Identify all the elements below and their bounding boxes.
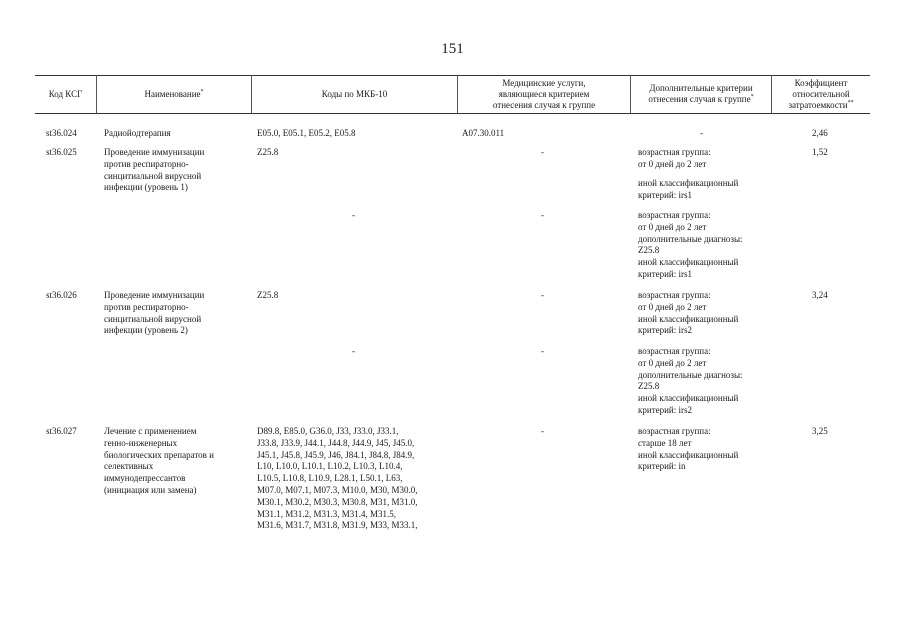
header-mkb: Коды по МКБ-10 [321, 88, 388, 99]
header-bottom-rule [35, 113, 870, 114]
row-code: st36.027 [46, 426, 77, 436]
row-coefficient: 3,25 [812, 426, 828, 436]
row-mkb: E05.0, E05.1, E05.2, E05.8 [257, 128, 356, 138]
header-services: Медицинские услуги, являющиеся критерием отнесения случая к группе [492, 77, 596, 110]
row-criteria: возрастная группа: старше 18 лет иной классификационный критерий: in [638, 426, 739, 472]
row-services: - [541, 346, 544, 356]
row-mkb: D89.8, E85.0, G36.0, J33, J33.0, J33.1, J33.8, J33.9, J44.1, J44.8, J44.9, J45, J45.0, J45.1, J45.8, J45.9, J46, J84.1, J84.8, J84.9, L10, L10.0, L10.1, L10.2, L10.3, L10.4, L10.5, L10.8, L10.9, L28.1, L50.1, L63, M07.0, M07.1, M07.3, M10.0, M30, M30.0, M30.1, M30.2, M30.3, M30.8, M31, M31.0, M31.1, M31.2, M31.3, M31.4, M31.5, M31.6, M31.7, M31.8, M31.9, M33, M33.1, [257, 426, 418, 531]
row-code: st36.025 [46, 147, 77, 157]
row-criteria: возрастная группа: от 0 дней до 2 лет дополнительные диагнозы: Z25.8 иной классификационный критерий: irs1 [638, 210, 743, 279]
row-mkb: Z25.8 [257, 290, 279, 300]
row-criteria: возрастная группа: от 0 дней до 2 лет дополнительные диагнозы: Z25.8 иной классификационный критерий: irs2 [638, 346, 743, 415]
row-name: Радиойодтерапия [104, 128, 171, 138]
row-name: Проведение иммунизации против респираторно- синцитиальной вирусной инфекции (уровень 2) [104, 290, 205, 336]
row-criteria: возрастная группа: от 0 дней до 2 лет иной классификационный критерий: irs2 [638, 290, 739, 336]
row-coefficient: 1,52 [812, 147, 828, 157]
row-mkb: - [352, 210, 355, 220]
row-criteria: возрастная группа: от 0 дней до 2 лет [638, 147, 711, 169]
row-services: A07.30.011 [462, 128, 505, 138]
row-criteria: иной классификационный критерий: irs1 [638, 178, 739, 200]
header-code: Код КСГ [48, 88, 83, 99]
header-name: Наименование* [144, 88, 204, 99]
row-coefficient: 3,24 [812, 290, 828, 300]
row-name: Лечение с применением генно-инженерных биологических препаратов и селективных иммунодепрессантов (инициация или замена) [104, 426, 214, 495]
row-code: st36.026 [46, 290, 77, 300]
row-mkb: - [352, 346, 355, 356]
row-coefficient: 2,46 [812, 128, 828, 138]
row-services: - [541, 147, 544, 157]
row-mkb: Z25.8 [257, 147, 279, 157]
row-criteria: - [700, 128, 703, 138]
row-services: - [541, 210, 544, 220]
page-number: 151 [441, 41, 464, 57]
header-criteria: Дополнительные критерии отнесения случая к группе* [648, 83, 754, 104]
row-code: st36.024 [46, 128, 77, 138]
row-name: Проведение иммунизации против респираторно- синцитиальной вирусной инфекции (уровень 1) [104, 147, 205, 193]
row-services: - [541, 426, 544, 436]
row-services: - [541, 290, 544, 300]
header-coefficient: Коэффициент относительной затратоемкости** [788, 77, 854, 110]
